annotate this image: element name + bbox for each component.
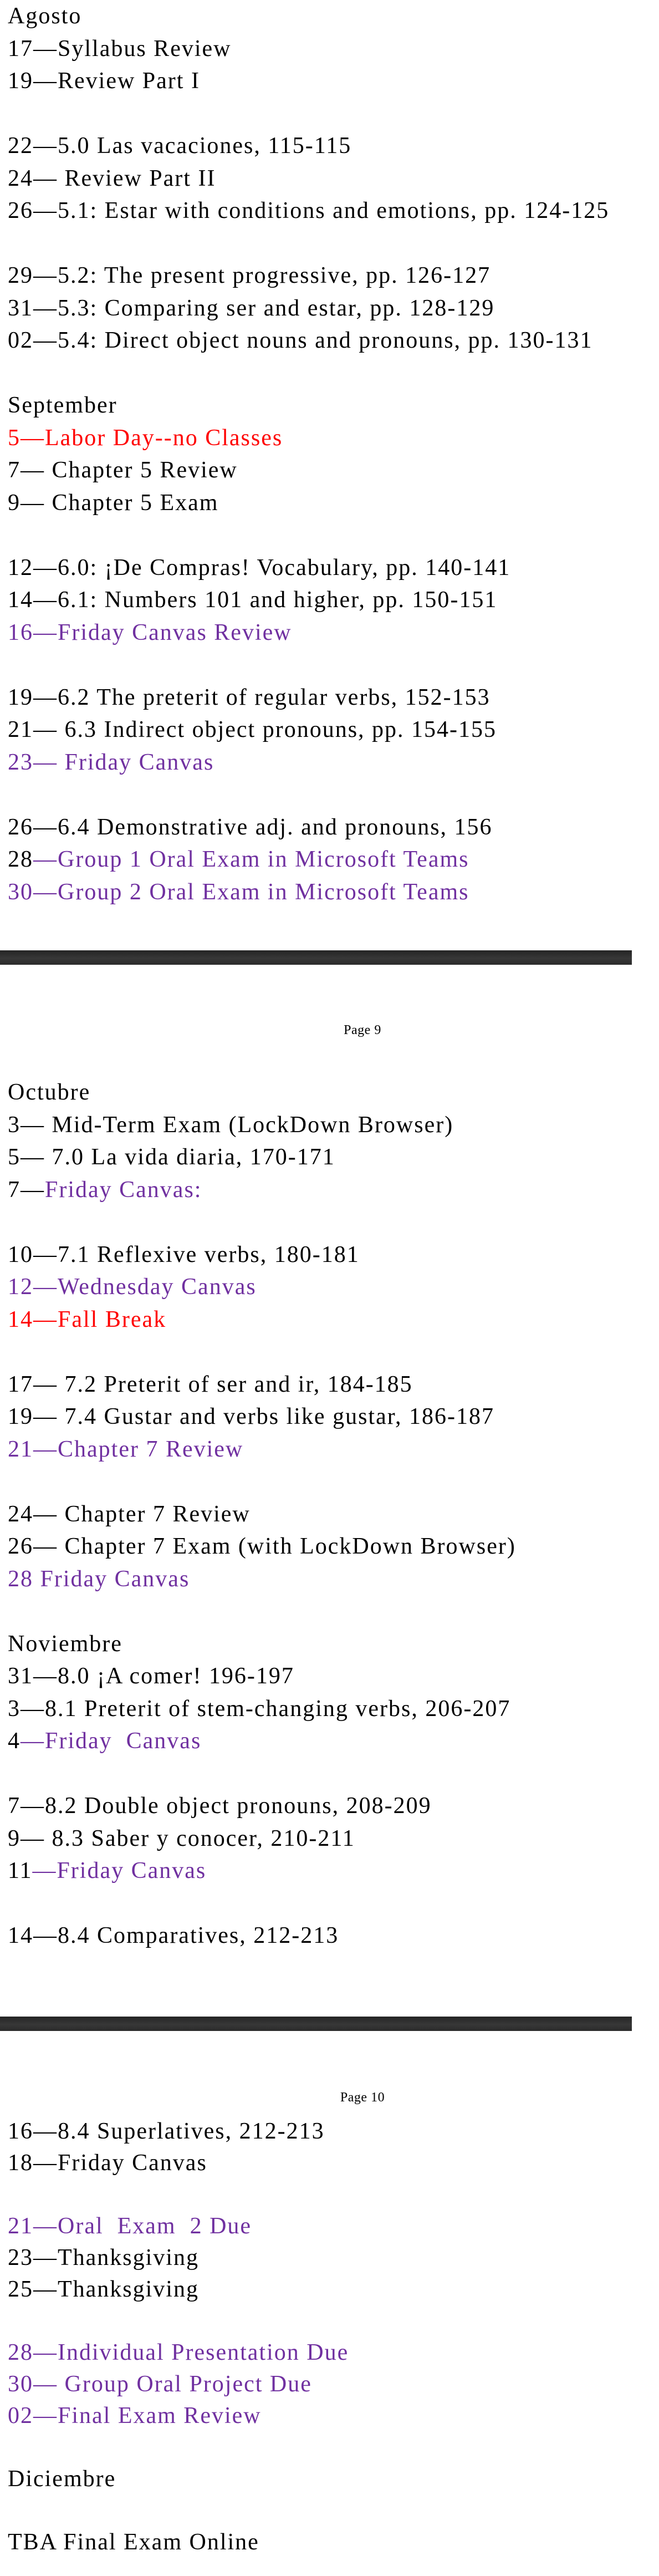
text-run: 4 [8,1728,21,1754]
schedule-line [8,1433,659,1466]
text-run: 12—Wednesday Canvas [8,1274,257,1300]
text-run: 7— Chapter 5 Review [8,457,238,483]
schedule-line [8,746,659,779]
schedule-line [8,1076,659,1109]
schedule-line [8,876,659,909]
schedule-line [8,1498,659,1531]
text-run: 26—6.4 Demonstrative adj. and pronouns, 156 [8,814,493,840]
schedule-line [8,1174,659,1206]
text-run: 31—5.3: Comparing ser and estar, pp. 128-129 [8,295,495,321]
schedule-line [8,2179,659,2211]
schedule-line [8,1336,659,1368]
text-run: 18—Friday Canvas [8,2150,207,2176]
text-run: 3—8.1 Preterit of stem-changing verbs, 206-207 [8,1696,511,1722]
schedule-line [8,162,659,195]
text-run: 19— 7.4 Gustar and verbs like gustar, 186-187 [8,1404,495,1429]
text-run: 14—Fall Break [8,1306,167,1332]
schedule-section-october-november [8,1076,659,1952]
text-run: 30— Group Oral Project Due [8,2371,312,2397]
text-run: TBA Final Exam Online [8,2529,259,2555]
schedule-line [8,1401,659,1433]
schedule-line [8,2400,659,2432]
schedule-line [8,2495,659,2527]
schedule-line [8,843,659,876]
schedule-line [8,519,659,552]
text-run: Agosto [8,3,82,29]
schedule-line [8,1758,659,1790]
text-run: 29—5.2: The present progressive, pp. 126-127 [8,263,491,288]
text-run: 23— Friday Canvas [8,749,214,775]
text-run: 24— Review Part II [8,165,216,191]
text-run: 02—5.4: Direct object nouns and pronouns, pp. 130-131 [8,328,593,353]
schedule-line [8,1887,659,1920]
schedule-line [8,1693,659,1725]
schedule-line [8,681,659,714]
text-run: —Friday Canvas [21,1728,202,1754]
text-run: 23—Thanksgiving [8,2245,199,2270]
text-run: 25—Thanksgiving [8,2277,199,2302]
schedule-line [8,2369,659,2400]
schedule-line [8,584,659,617]
schedule-section-august-september [8,0,659,908]
schedule-line [8,33,659,65]
text-run: 17— 7.2 Preterit of ser and ir, 184-185 [8,1371,413,1397]
schedule-line [8,649,659,681]
schedule-line [8,98,659,130]
schedule-line [8,2274,659,2305]
schedule-line [8,778,659,811]
schedule-line [8,1920,659,1952]
schedule-line [8,811,659,844]
text-run: 21—Oral Exam 2 Due [8,2213,252,2239]
text-run: 11 [8,1858,33,1883]
text-run: 3— Mid-Term Exam (LockDown Browser) [8,1112,454,1138]
schedule-line [8,1725,659,1758]
schedule-line [8,324,659,357]
page-separator-bar [0,950,632,965]
schedule-line [8,2116,659,2147]
schedule-line [8,487,659,520]
text-run: —Friday Canvas [32,1858,207,1883]
schedule-line [8,1595,659,1628]
schedule-line [8,1563,659,1596]
schedule-line [8,714,659,746]
schedule-line [8,389,659,422]
text-run: 12—6.0: ¡De Compras! Vocabulary, pp. 140-141 [8,554,511,581]
page-number-footer: Page 10 [340,2090,385,2105]
text-run: 14—8.4 Comparatives, 212-213 [8,1923,339,1948]
text-run: 30—Group 2 Oral Exam in Microsoft Teams [8,879,469,905]
text-run: 21— 6.3 Indirect object pronouns, pp. 154-155 [8,717,497,742]
page-separator-bar [0,2017,632,2031]
schedule-line [8,1465,659,1498]
text-run: 9— 8.3 Saber y conocer, 210-211 [8,1825,355,1851]
text-run: 28—Individual Presentation Due [8,2340,349,2365]
schedule-line [8,2463,659,2495]
text-run: Friday Canvas: [45,1177,202,1203]
schedule-line [8,1368,659,1401]
schedule-line [8,1109,659,1142]
schedule-line [8,65,659,98]
schedule-line [8,1822,659,1855]
schedule-line [8,357,659,390]
schedule-line [8,0,659,33]
schedule-line [8,2527,659,2558]
text-run: 19—6.2 The preterit of regular verbs, 152-153 [8,684,491,710]
text-run: 16—Friday Canvas Review [8,619,292,645]
schedule-line [8,2211,659,2242]
schedule-line [8,617,659,649]
schedule-line [8,1141,659,1174]
schedule-line [8,195,659,227]
schedule-line [8,292,659,325]
text-run: 14—6.1: Numbers 101 and higher, pp. 150-151 [8,587,498,613]
text-run: 21—Chapter 7 Review [8,1436,244,1462]
schedule-line [8,2242,659,2274]
schedule-line [8,1628,659,1661]
schedule-line [8,2432,659,2463]
text-run: 5—Labor Day--no Classes [8,425,283,451]
schedule-line [8,1304,659,1336]
text-run: Noviembre [8,1631,122,1657]
schedule-line [8,454,659,487]
text-run: September [8,393,118,418]
schedule-line [8,1530,659,1563]
text-run: 9— Chapter 5 Exam [8,490,219,516]
schedule-line [8,1206,659,1239]
text-run: 7— [8,1177,45,1203]
schedule-line [8,1790,659,1822]
schedule-line [8,422,659,455]
schedule-line [8,2305,659,2337]
text-run: 26—5.1: Estar with conditions and emotions, pp. 124-125 [8,198,610,223]
text-run: 7—8.2 Double object pronouns, 208-209 [8,1793,432,1819]
text-run: Octubre [8,1080,91,1105]
schedule-line [8,1855,659,1887]
text-run: 5— 7.0 La vida diaria, 170-171 [8,1144,335,1170]
schedule-line [8,2147,659,2179]
schedule-line [8,552,659,584]
text-run: 28 Friday Canvas [8,1566,190,1592]
text-run: 31—8.0 ¡A comer! 196-197 [8,1663,294,1689]
text-run: 02—Final Exam Review [8,2403,262,2429]
page-number-footer: Page 9 [344,1023,381,1037]
text-run: 17—Syllabus Review [8,35,232,62]
text-run: 28 [8,847,33,872]
schedule-line [8,1239,659,1271]
schedule-line [8,227,659,260]
text-run: 16—8.4 Superlatives, 212-213 [8,2119,325,2144]
schedule-section-november-december [8,2116,659,2558]
text-run: 22—5.0 Las vacaciones, 115-115 [8,133,352,159]
text-run: 19—Review Part I [8,68,200,94]
text-run: 26— Chapter 7 Exam (with LockDown Browser) [8,1534,516,1559]
text-run: 10—7.1 Reflexive verbs, 180-181 [8,1241,360,1267]
text-run: —Group 1 Oral Exam in Microsoft Teams [33,847,469,872]
schedule-line [8,1660,659,1693]
schedule-line [8,1271,659,1304]
text-run: 24— Chapter 7 Review [8,1501,251,1527]
text-run: Diciembre [8,2466,116,2492]
schedule-line [8,130,659,162]
schedule-line [8,2337,659,2369]
schedule-line [8,259,659,292]
